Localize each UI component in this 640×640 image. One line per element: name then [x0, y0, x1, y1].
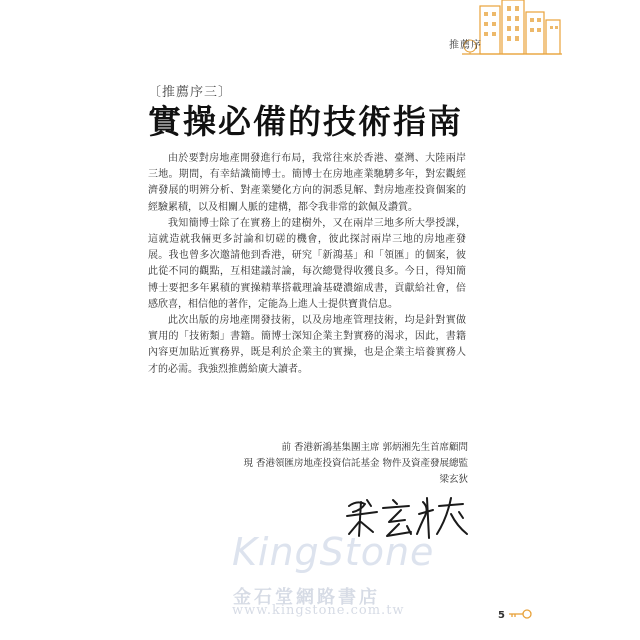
- paragraph: 此次出版的房地產開發技術，以及房地產管理技術，均是針對實做實用的「技術類」書籍。簡博士深知企業主對實務的渴求，因此，書籍內容更加貼近實務界，既是利於企業主的實操，也是企業主培養實務人才的必需。我強烈推薦給廣大讀者。: [148, 315, 466, 375]
- watermark-url: www.kingstone.com.tw: [232, 603, 405, 618]
- section-header-label: 推薦序: [449, 40, 482, 51]
- page-number: 5: [498, 610, 505, 621]
- author-credentials: [243, 440, 468, 488]
- key-icon: [507, 608, 533, 620]
- watermark-chinese: 金石堂網路書店: [233, 587, 380, 608]
- author-current-title: 現 香港領匯房地產投資信託基金 物件及資產發展總監: [243, 458, 468, 469]
- author-former-title: 前 香港新鴻基集團主席 郭炳湘先生首席顧問: [281, 442, 468, 453]
- paragraph: 由於要對房地產開發進行布局，我常往來於香港、臺灣、大陸兩岸三地。期間，有幸結識簡博士。簡博士在房地產業馳騁多年，對宏觀經濟發展的明辨分析、對產業變化方向的洞悉見解、對房地產投資個案的經驗累積，以及相關人脈的建構，都令我非常的欽佩及讚賞。: [148, 153, 466, 213]
- page-title: 實操必備的技術指南: [148, 102, 463, 141]
- body-text: [148, 151, 466, 378]
- preface-series-label: 〔推薦序三〕: [148, 85, 233, 100]
- watermark-brand: KingStone: [232, 530, 435, 574]
- paragraph: 我知簡博士除了在實務上的建樹外，又在兩岸三地多所大學授課，這就造就我倆更多討論和切磋的機會，彼此探討兩岸三地的房地產發展。我也曾多次邀請他到香港，研究「新鴻基」和「領匯」的個案，彼此從不同的觀點，互相建議討論，每次總覺得收獲良多。今日，得知簡博士要把多年累積的實操精華搭載理論基礎濃縮成書，貢獻給社會，倍感欣喜，相信他的著作，定能為上進人士提供寶貴信息。: [148, 217, 466, 310]
- author-name: 梁玄狄: [439, 474, 468, 485]
